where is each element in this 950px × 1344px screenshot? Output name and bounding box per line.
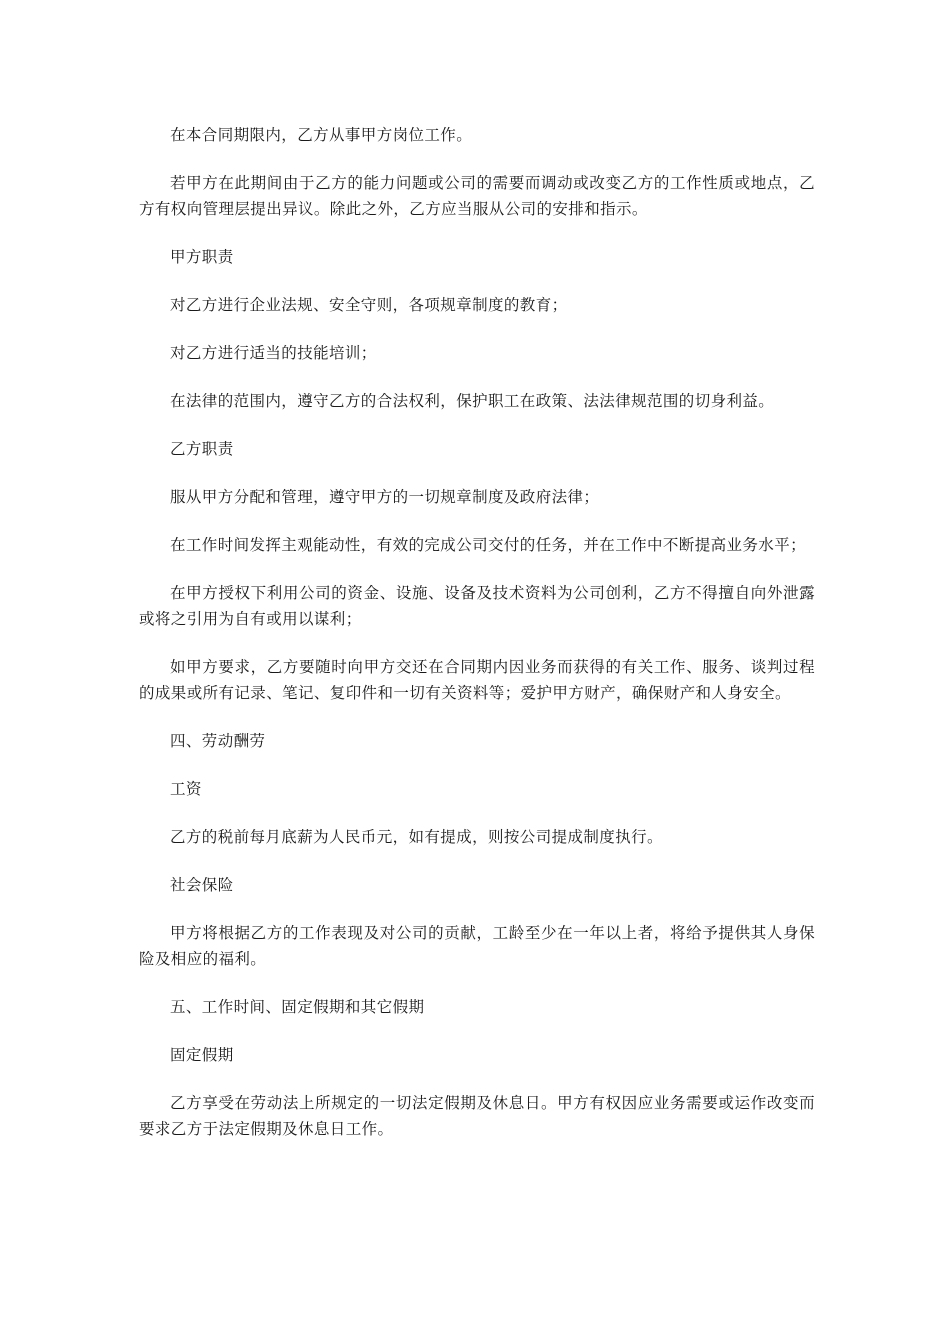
heading-salary: 工资 [170, 780, 202, 798]
paragraph-party-b-duty-1: 服从甲方分配和管理，遵守甲方的一切规章制度及政府法律； [170, 488, 600, 506]
paragraph-party-a-duty-2: 对乙方进行适当的技能培训； [170, 344, 377, 362]
heading-party-b-duties: 乙方职责 [170, 440, 234, 458]
heading-party-a-duties: 甲方职责 [170, 248, 234, 266]
paragraph-party-b-duty-3: 在甲方授权下利用公司的资金、设施、设备及技术资料为公司创利，乙方不得擅自向外泄露或将之引用为自有或用以谋利； [139, 584, 815, 628]
heading-social-insurance: 社会保险 [170, 876, 234, 894]
paragraph-party-a-duty-3: 在法律的范围内，遵守乙方的合法权利，保护职工在政策、法法律规范围的切身利益。 [170, 392, 775, 410]
paragraph-party-a-duty-1: 对乙方进行企业法规、安全守则，各项规章制度的教育； [170, 296, 568, 314]
paragraph-party-b-duty-2: 在工作时间发挥主观能动性，有效的完成公司交付的任务，并在工作中不断提高业务水平； [170, 536, 807, 554]
paragraph-salary: 乙方的税前每月底薪为人民币元，如有提成，则按公司提成制度执行。 [170, 828, 663, 846]
paragraph-party-b-duty-4: 如甲方要求，乙方要随时向甲方交还在合同期内因业务而获得的有关工作、服务、谈判过程的成果或所有记录、笔记、复印件和一切有关资料等；爱护甲方财产，确保财产和人身安全。 [139, 658, 815, 702]
paragraph-fixed-holidays: 乙方享受在劳动法上所规定的一切法定假期及休息日。甲方有权因应业务需要或运作改变而要求乙方于法定假期及休息日工作。 [139, 1094, 815, 1138]
heading-section-five: 五、工作时间、固定假期和其它假期 [170, 998, 425, 1016]
paragraph-job-change: 若甲方在此期间由于乙方的能力问题或公司的需要而调动或改变乙方的工作性质或地点，乙方有权向管理层提出异议。除此之外，乙方应当服从公司的安排和指示。 [139, 174, 815, 218]
heading-section-four: 四、劳动酬劳 [170, 732, 266, 750]
document-body [139, 122, 815, 1164]
paragraph-term-position: 在本合同期限内，乙方从事甲方岗位工作。 [170, 126, 473, 144]
heading-fixed-holidays: 固定假期 [170, 1046, 234, 1064]
paragraph-social-insurance: 甲方将根据乙方的工作表现及对公司的贡献，工龄至少在一年以上者，将给予提供其人身保险及相应的福利。 [139, 924, 815, 968]
